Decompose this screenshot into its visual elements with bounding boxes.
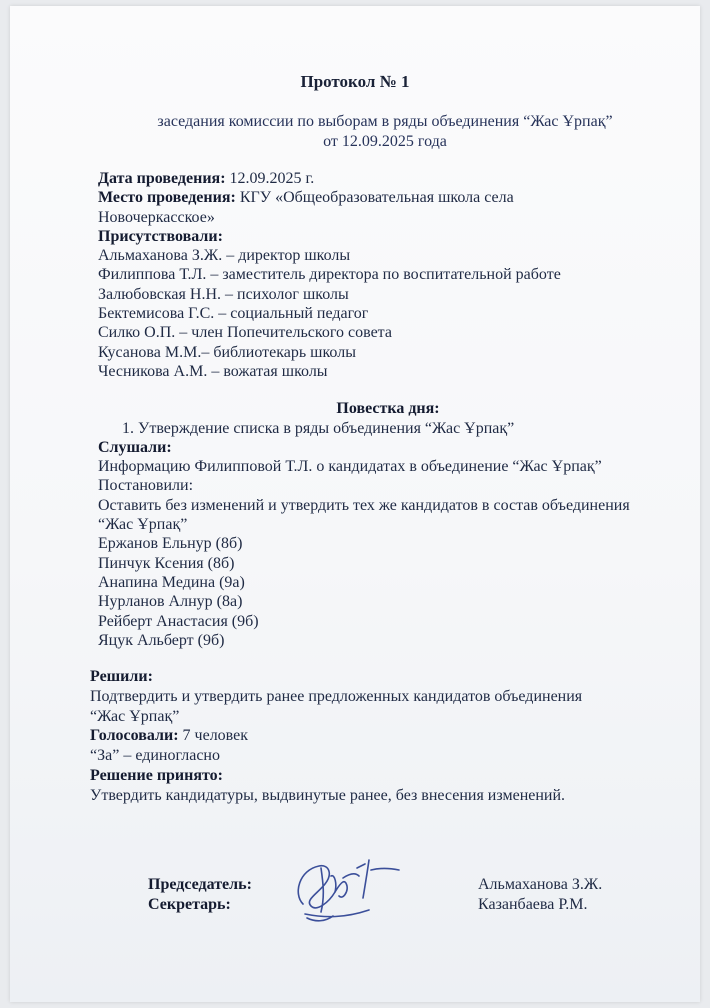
date-value: 12.09.2025 г. (229, 170, 315, 187)
attendees-list (98, 246, 678, 381)
attendee-item: Бектемисова Г.С. – социальный педагог (98, 305, 369, 323)
agenda-label: Повестка дня: (336, 400, 440, 418)
handwritten-signature (285, 856, 405, 926)
candidate-item: Нурланов Алнур (8а) (98, 593, 243, 611)
date-label: Дата проведения: (98, 170, 226, 187)
secretary-label: Секретарь: (148, 896, 231, 913)
resolved-text-line-1: Оставить без изменений и утвердить тех же кандидатов в состав объединения (98, 496, 630, 514)
chair-name: Альмаханова З.Ж. (478, 876, 603, 893)
voting-result: “За” – единогласно (90, 747, 220, 765)
candidate-item: Анапина Медина (9а) (98, 573, 245, 591)
protocol-title: Протокол № 1 (300, 72, 410, 91)
protocol-subtitle (70, 112, 700, 152)
decision-label: Решение принято: (90, 766, 223, 784)
candidate-item: Ержанов Ельнур (8б) (98, 535, 243, 553)
place-value-line-2: Новочеркасское» (98, 208, 215, 226)
chair-label: Председатель: (148, 876, 252, 893)
meeting-place (98, 188, 678, 207)
candidates-list (98, 534, 678, 650)
attendee-item: Кусанова М.М.– библиотекарь школы (98, 343, 356, 361)
protocol-body (98, 169, 678, 650)
subtitle-line-1: заседания комиссии по выборам в ряды объединения “Жас Ұрпақ” (157, 113, 613, 130)
attendees-label: Присутствовали: (98, 227, 223, 245)
attendee-item: Чесникова А.М. – вожатая школы (98, 362, 328, 380)
agenda-item-1: 1. Утверждение списка в ряды объединения “Жас Ұрпақ” (122, 419, 515, 437)
document-page (10, 6, 700, 1002)
place-value-line-1: КГУ «Общеобразовательная школа села (239, 189, 514, 207)
meeting-date (98, 169, 678, 188)
heard-label: Слушали: (98, 438, 172, 456)
attendee-item: Альмаханова З.Ж. – директор школы (98, 247, 351, 265)
decided-text-line-2: “Жас Ұрпақ” (90, 707, 180, 725)
place-label: Место проведения: (98, 189, 236, 207)
attendee-item: Филиппова Т.Л. – заместитель директора по воспитательной работе (98, 266, 561, 284)
resolved-label: Постановили: (98, 477, 194, 495)
heard-text: Информацию Филипповой Т.Л. о кандидатах в объединение “Жас Ұрпақ” (98, 458, 602, 476)
resolved-text-line-2: “Жас Ұрпақ” (98, 516, 188, 534)
decided-label: Решили: (90, 668, 153, 685)
voting-label: Голосовали: (90, 727, 179, 745)
secretary-name: Казанбаева Р.М. (478, 896, 588, 913)
decision-text: Утвердить кандидатуры, выдвинутые ранее, без внесения изменений. (90, 786, 566, 804)
voting (90, 726, 690, 746)
candidate-item: Пинчук Ксения (8б) (98, 554, 235, 572)
protocol-decisions (90, 667, 690, 806)
voting-value: 7 человек (182, 727, 249, 745)
subtitle-line-2: от 12.09.2025 года (323, 133, 447, 150)
attendee-item: Залюбовская Н.Н. – психолог школы (98, 285, 349, 303)
candidate-item: Яцук Альберт (9б) (98, 631, 225, 649)
attendee-item: Силко О.П. – член Попечительского совета (98, 324, 392, 342)
decided-text-line-1: Подтвердить и утвердить ранее предложенных кандидатов объединения (90, 687, 583, 705)
candidate-item: Рейберт Анастасия (9б) (98, 612, 259, 630)
